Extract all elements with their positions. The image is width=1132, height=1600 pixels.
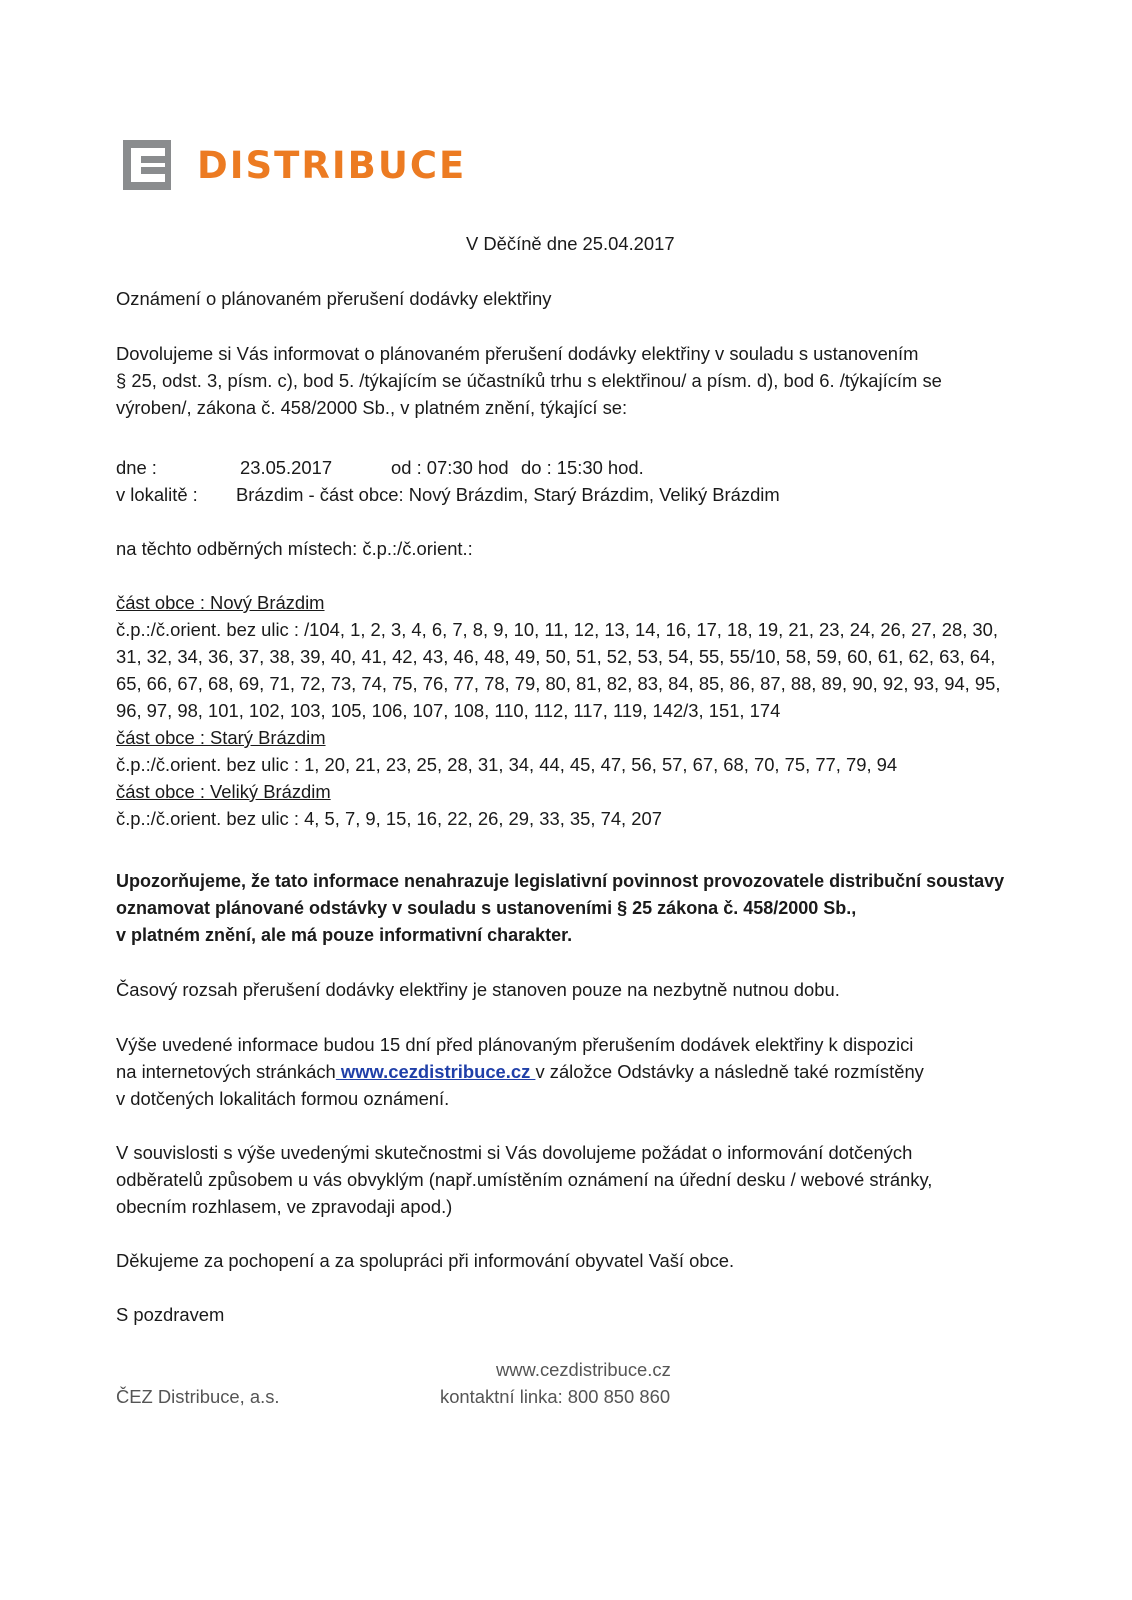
part-heading: část obce : Nový Brázdim bbox=[116, 592, 325, 613]
dateline: V Děčíně dne 25.04.2017 bbox=[466, 233, 675, 254]
request-line: obecním rozhlasem, ve zpravodaji apod.) bbox=[116, 1196, 453, 1217]
supply-points-lead: na těchto odběrných místech: č.p.:/č.orient.: bbox=[116, 538, 473, 559]
footer-hotline: kontaktní linka: 800 850 860 bbox=[440, 1386, 671, 1407]
request-line: odběratelů způsobem u vás obvyklým (např.umístěním oznámení na úřední desku / webové stránky, bbox=[116, 1169, 933, 1190]
logo-wordmark: DISTRIBUCE bbox=[197, 143, 467, 187]
house-numbers-line: č.p.:/č.orient. bez ulic : 4, 5, 7, 9, 15, 16, 22, 26, 29, 33, 35, 74, 207 bbox=[116, 808, 662, 829]
warning-paragraph bbox=[116, 868, 1004, 949]
warning-line: v platném znění, ale má pouze informativní charakter. bbox=[116, 925, 573, 945]
outage-to: do : 15:30 hod. bbox=[521, 457, 644, 478]
intro-paragraph bbox=[116, 340, 942, 421]
info-paragraph bbox=[116, 1031, 924, 1112]
warning-line: oznamovat plánované odstávky v souladu s ustanoveními § 25 zákona č. 458/2000 Sb., bbox=[116, 898, 857, 918]
house-numbers-line: č.p.:/č.orient. bez ulic : 1, 20, 21, 23, 25, 28, 31, 34, 44, 45, 47, 56, 57, 67, 68, 70, 75, 77, 79, 94 bbox=[116, 754, 898, 775]
house-numbers-line: 96, 97, 98, 101, 102, 103, 105, 106, 107, 108, 110, 112, 117, 119, 142/3, 151, 174 bbox=[116, 700, 781, 721]
house-numbers-line: 31, 32, 34, 36, 37, 38, 39, 40, 41, 42, 43, 46, 48, 49, 50, 51, 52, 53, 54, 55, 55/10, 58, 59, 60, 61, 62, 63, 64, bbox=[116, 646, 996, 667]
house-numbers-line: 65, 66, 67, 68, 69, 71, 72, 73, 74, 75, 76, 77, 78, 79, 80, 81, 82, 83, 84, 85, 86, 87, 88, 89, 90, 92, 93, 94, 95, bbox=[116, 673, 1001, 694]
outage-from: od : 07:30 hod bbox=[391, 457, 509, 478]
subject-line: Oznámení o plánovaném přerušení dodávky elektřiny bbox=[116, 288, 552, 309]
intro-line: výroben/, zákona č. 458/2000 Sb., v platném znění, týkající se: bbox=[116, 397, 628, 418]
request-paragraph bbox=[116, 1139, 932, 1220]
footer-company: ČEZ Distribuce, a.s. bbox=[116, 1386, 280, 1407]
location-value: Brázdim - část obce: Nový Brázdim, Starý Brázdim, Veliký Brázdim bbox=[236, 484, 780, 505]
duration-note: Časový rozsah přerušení dodávky elektřiny je stanoven pouze na nezbytně nutnou dobu. bbox=[116, 979, 840, 1000]
cez-logo-icon bbox=[123, 140, 171, 190]
footer-website: www.cezdistribuce.cz bbox=[496, 1359, 671, 1380]
thanks-line: Děkujeme za pochopení a za spolupráci při informování obyvatel Vaší obce. bbox=[116, 1250, 735, 1271]
company-logo bbox=[123, 139, 466, 191]
outage-date: 23.05.2017 bbox=[240, 457, 333, 478]
intro-line: Dovolujeme si Vás informovat o plánovaném přerušení dodávky elektřiny v souladu s ustanovením bbox=[116, 343, 919, 364]
date-label: dne : bbox=[116, 457, 157, 478]
part-heading: část obce : Starý Brázdim bbox=[116, 727, 326, 748]
info-text: na internetových stránkách bbox=[116, 1061, 336, 1082]
outage-location bbox=[116, 481, 780, 508]
closing-greeting: S pozdravem bbox=[116, 1304, 225, 1325]
part-heading: část obce : Veliký Brázdim bbox=[116, 781, 331, 802]
house-numbers-line: č.p.:/č.orient. bez ulic : /104, 1, 2, 3, 4, 6, 7, 8, 9, 10, 11, 12, 13, 14, 16, 17, 18, 19, 21, 23, 24, 26, 27, 28, 30, bbox=[116, 619, 998, 640]
location-label: v lokalitě : bbox=[116, 484, 198, 505]
request-line: V souvislosti s výše uvedenými skutečnostmi si Vás dovolujeme požádat o informování dotčených bbox=[116, 1142, 913, 1163]
intro-line: § 25, odst. 3, písm. c), bod 5. /týkajícím se účastníků trhu s elektřinou/ a písm. d), bod 6. /týkajícím se bbox=[116, 370, 942, 391]
info-line: v dotčených lokalitách formou oznámení. bbox=[116, 1088, 450, 1109]
info-line bbox=[116, 1058, 924, 1085]
info-text: v záložce Odstávky a následně také rozmístěny bbox=[535, 1061, 924, 1082]
supply-points-list bbox=[116, 589, 1000, 832]
warning-line: Upozorňujeme, že tato informace nenahrazuje legislativní povinnost provozovatele distribuční soustavy bbox=[116, 871, 1005, 891]
info-line: Výše uvedené informace budou 15 dní před plánovaným přerušením dodávek elektřiny k dispozici bbox=[116, 1034, 914, 1055]
outage-schedule bbox=[116, 454, 644, 481]
website-link[interactable]: www.cezdistribuce.cz bbox=[335, 1061, 536, 1082]
